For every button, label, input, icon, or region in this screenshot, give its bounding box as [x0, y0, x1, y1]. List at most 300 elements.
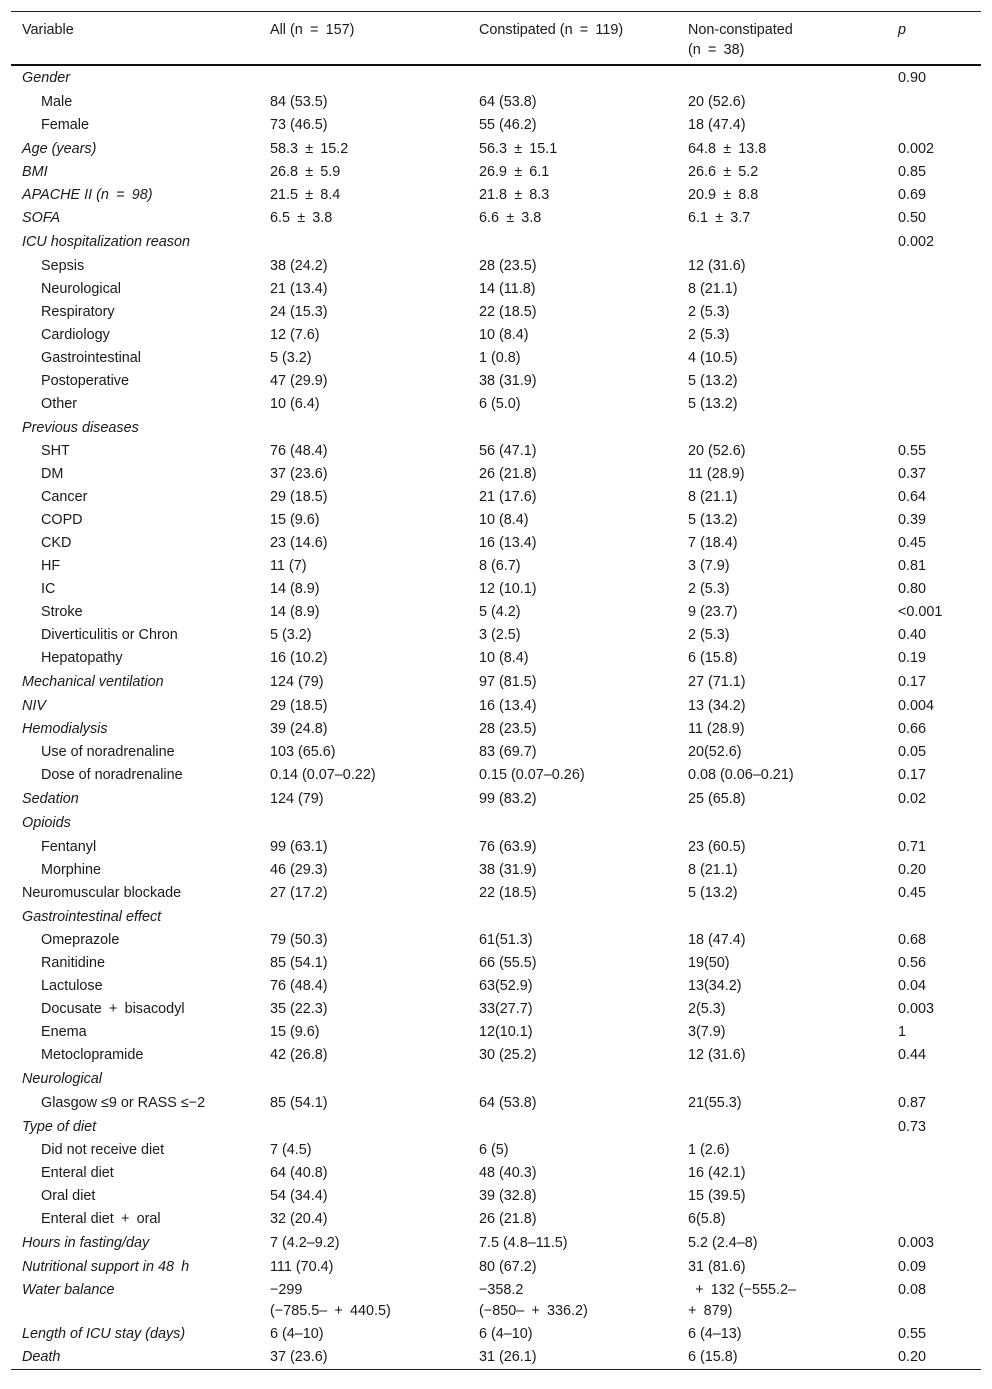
row-label: Metoclopramide	[41, 1047, 144, 1063]
table-row	[11, 207, 981, 230]
cell-p: 0.85	[898, 164, 927, 180]
row-label: Dose of noradrenaline	[41, 766, 183, 783]
cell-non-constipated: 25 (65.8)	[688, 790, 746, 807]
table-row	[11, 1092, 981, 1115]
cell-all: 16 (10.2)	[270, 650, 328, 666]
table-row	[11, 647, 981, 670]
cell-p: 0.81	[898, 558, 927, 574]
table-row	[11, 1208, 981, 1231]
cell-p: 0.64	[898, 489, 927, 505]
cell-non-constipated: 8 (21.1)	[688, 861, 738, 878]
cell-all: 29 (18.5)	[270, 489, 328, 505]
cell-p: 1	[898, 1024, 907, 1040]
table-bottom-rule	[11, 1369, 981, 1370]
table-row	[11, 695, 981, 718]
table-row	[11, 859, 981, 882]
cell-non-constipated: 23 (60.5)	[688, 838, 746, 855]
cell-non-constipated: 12 (31.6)	[688, 257, 746, 274]
cell-constipated: 30 (25.2)	[479, 1047, 537, 1063]
cell-all: 99 (63.1)	[270, 838, 328, 855]
cell-constipated: 76 (63.9)	[479, 838, 537, 855]
cell-non-constipated: 3(7.9)	[688, 1024, 726, 1040]
cell-constipated: 14 (11.8)	[479, 280, 536, 297]
cell-non-constipated: 6.1 ± 3.7	[688, 210, 751, 226]
row-label: Hemodialysis	[22, 720, 108, 737]
cell-all: 124 (79)	[270, 790, 324, 807]
results-table	[11, 11, 981, 1370]
table-row	[11, 1185, 981, 1208]
table-row	[11, 114, 981, 137]
row-label: Postoperative	[41, 372, 129, 389]
row-label: APACHE II (n = 98)	[22, 187, 153, 203]
table-row	[11, 393, 981, 416]
cell-non-constipated: 4 (10.5)	[688, 349, 738, 366]
table-row	[11, 91, 981, 114]
cell-all: 14 (8.9)	[270, 581, 320, 597]
cell-all: −299 (−785.5– + 440.5)	[270, 1281, 391, 1319]
row-label: Morphine	[41, 861, 101, 878]
cell-constipated: 16 (13.4)	[479, 697, 537, 714]
row-label: SOFA	[22, 210, 61, 226]
table-row	[11, 670, 981, 695]
cell-constipated: 26 (21.8)	[479, 466, 537, 482]
cell-p: 0.003	[898, 1235, 935, 1251]
cell-non-constipated: 2(5.3)	[688, 1001, 726, 1017]
row-label: HF	[41, 558, 61, 574]
cell-all: 54 (34.4)	[270, 1188, 328, 1204]
row-label: CKD	[41, 535, 72, 551]
cell-non-constipated: 6 (4–13)	[688, 1325, 742, 1342]
cell-constipated: 0.15 (0.07–0.26)	[479, 766, 585, 783]
row-label: Cancer	[41, 489, 88, 505]
row-label: Opioids	[22, 815, 71, 831]
cell-p: 0.05	[898, 743, 927, 760]
cell-p: 0.09	[898, 1258, 927, 1275]
cell-non-constipated: 19(50)	[688, 955, 730, 971]
row-label: Previous diseases	[22, 419, 139, 436]
cell-constipated: 80 (67.2)	[479, 1258, 537, 1275]
cell-non-constipated: 5 (13.2)	[688, 372, 738, 389]
cell-p: 0.40	[898, 627, 927, 643]
table-row	[11, 929, 981, 952]
cell-constipated: 6 (5)	[479, 1142, 509, 1158]
cell-all: 47 (29.9)	[270, 372, 328, 389]
cell-p: 0.37	[898, 466, 927, 482]
cell-non-constipated: 31 (81.6)	[688, 1258, 746, 1275]
cell-non-constipated: 6(5.8)	[688, 1211, 726, 1227]
cell-p: 0.003	[898, 1001, 935, 1017]
cell-p: 0.08	[898, 1281, 927, 1298]
table-row	[11, 324, 981, 347]
cell-all: 42 (26.8)	[270, 1047, 328, 1063]
row-label: Enteral diet	[41, 1165, 114, 1181]
row-label: Oral diet	[41, 1188, 96, 1204]
cell-p: 0.55	[898, 1325, 927, 1342]
table-row	[11, 555, 981, 578]
row-label: Female	[41, 116, 89, 133]
table-row	[11, 509, 981, 532]
cell-p: 0.04	[898, 978, 927, 994]
cell-non-constipated: 2 (5.3)	[688, 326, 730, 343]
cell-all: 6.5 ± 3.8	[270, 210, 333, 226]
cell-all: 6 (4–10)	[270, 1325, 324, 1342]
row-label: Mechanical ventilation	[22, 674, 164, 690]
table-row	[11, 486, 981, 509]
cell-non-constipated: 18 (47.4)	[688, 932, 746, 948]
cell-constipated: 6.6 ± 3.8	[479, 210, 542, 226]
table-row	[11, 718, 981, 741]
table-row	[11, 1279, 981, 1323]
cell-non-constipated: 20.9 ± 8.8	[688, 187, 759, 203]
row-label: Lactulose	[41, 978, 103, 994]
cell-non-constipated: 20(52.6)	[688, 743, 742, 760]
table-row	[11, 184, 981, 207]
cell-constipated: 22 (18.5)	[479, 303, 537, 320]
cell-non-constipated: 26.6 ± 5.2	[688, 164, 759, 180]
cell-all: 5 (3.2)	[270, 349, 312, 366]
cell-all: 7 (4.2–9.2)	[270, 1235, 340, 1251]
cell-all: 27 (17.2)	[270, 884, 328, 901]
table-row	[11, 1256, 981, 1279]
cell-constipated: 66 (55.5)	[479, 955, 537, 971]
cell-p: 0.39	[898, 512, 927, 528]
cell-constipated: 55 (46.2)	[479, 116, 537, 133]
cell-non-constipated: 9 (23.7)	[688, 604, 738, 620]
row-label: Gastrointestinal	[41, 349, 141, 366]
table-row	[11, 1346, 981, 1369]
cell-p: 0.45	[898, 884, 927, 901]
cell-non-constipated: 13 (34.2)	[688, 697, 746, 714]
table-body	[11, 66, 981, 1369]
row-label: Male	[41, 93, 73, 110]
cell-constipated: 10 (8.4)	[479, 512, 529, 528]
table-row	[11, 905, 981, 930]
cell-non-constipated: 7 (18.4)	[688, 535, 738, 551]
table-header	[11, 12, 981, 64]
cell-all: 12 (7.6)	[270, 326, 320, 343]
cell-all: 21.5 ± 8.4	[270, 187, 341, 203]
cell-all: 37 (23.6)	[270, 466, 328, 482]
table-row	[11, 1231, 981, 1256]
table-row	[11, 370, 981, 393]
cell-non-constipated: 2 (5.3)	[688, 303, 730, 320]
table-row	[11, 975, 981, 998]
cell-p: 0.45	[898, 535, 927, 551]
cell-constipated: 21 (17.6)	[479, 489, 537, 505]
table-row	[11, 741, 981, 764]
cell-constipated: 97 (81.5)	[479, 674, 537, 690]
cell-all: 37 (23.6)	[270, 1348, 328, 1365]
cell-non-constipated: 5 (13.2)	[688, 395, 738, 412]
row-label: Length of ICU stay (days)	[22, 1325, 186, 1342]
row-label: Type of diet	[22, 1118, 97, 1135]
cell-p: 0.80	[898, 581, 927, 597]
cell-constipated: 1 (0.8)	[479, 349, 521, 366]
row-label: Docusate + bisacodyl	[41, 1001, 185, 1017]
cell-p: <0.001	[898, 604, 943, 620]
cell-constipated: 28 (23.5)	[479, 257, 537, 274]
cell-constipated: 38 (31.9)	[479, 372, 537, 389]
cell-non-constipated: + 132 (−555.2– + 879)	[688, 1281, 797, 1319]
cell-all: 35 (22.3)	[270, 1001, 328, 1017]
cell-p: 0.20	[898, 861, 927, 878]
row-label: BMI	[22, 164, 48, 180]
table-row	[11, 601, 981, 624]
cell-all: 26.8 ± 5.9	[270, 164, 341, 180]
cell-p: 0.69	[898, 187, 927, 203]
row-label: IC	[41, 581, 56, 597]
cell-all: 7 (4.5)	[270, 1142, 312, 1158]
row-label: Water balance	[22, 1281, 115, 1298]
table-row	[11, 764, 981, 787]
cell-constipated: 48 (40.3)	[479, 1165, 537, 1181]
row-label: DM	[41, 466, 64, 482]
row-label: Fentanyl	[41, 838, 97, 855]
cell-all: 76 (48.4)	[270, 443, 328, 459]
cell-p: 0.71	[898, 838, 927, 855]
table-row	[11, 66, 981, 91]
row-label: Neurological	[41, 280, 121, 297]
cell-all: 46 (29.3)	[270, 861, 328, 878]
cell-p: 0.17	[898, 674, 927, 690]
cell-all: 79 (50.3)	[270, 932, 328, 948]
cell-all: 23 (14.6)	[270, 535, 328, 551]
table-row	[11, 836, 981, 859]
cell-all: 124 (79)	[270, 674, 324, 690]
cell-all: 84 (53.5)	[270, 93, 328, 110]
table-row	[11, 578, 981, 601]
header-p: p	[898, 22, 907, 38]
cell-all: 29 (18.5)	[270, 697, 328, 714]
cell-non-constipated: 8 (21.1)	[688, 280, 738, 297]
cell-p: 0.44	[898, 1047, 927, 1063]
row-label: Gender	[22, 70, 70, 86]
cell-all: 10 (6.4)	[270, 395, 320, 412]
row-label: Omeprazole	[41, 932, 120, 948]
cell-all: 64 (40.8)	[270, 1165, 328, 1181]
table-row	[11, 255, 981, 278]
cell-non-constipated: 5.2 (2.4–8)	[688, 1235, 758, 1251]
cell-constipated: 10 (8.4)	[479, 326, 529, 343]
row-label: Neurological	[22, 1071, 102, 1087]
cell-p: 0.004	[898, 697, 935, 714]
row-label: Hours in fasting/day	[22, 1235, 150, 1251]
cell-p: 0.02	[898, 790, 927, 807]
cell-constipated: 64 (53.8)	[479, 93, 537, 110]
row-label: Enema	[41, 1024, 87, 1040]
table-row	[11, 161, 981, 184]
table-row	[11, 347, 981, 370]
table-row	[11, 278, 981, 301]
cell-constipated: 31 (26.1)	[479, 1348, 537, 1365]
row-label: ICU hospitalization reason	[22, 234, 190, 250]
cell-constipated: 56 (47.1)	[479, 443, 537, 459]
cell-constipated: 10 (8.4)	[479, 650, 529, 666]
cell-p: 0.73	[898, 1118, 927, 1135]
cell-all: 39 (24.8)	[270, 720, 328, 737]
cell-non-constipated: 6 (15.8)	[688, 650, 738, 666]
table-row	[11, 882, 981, 905]
cell-constipated: −358.2 (−850– + 336.2)	[479, 1281, 588, 1319]
header-constipated: Constipated (n = 119)	[479, 22, 624, 38]
row-label: Nutritional support in 48 h	[22, 1258, 190, 1275]
cell-all: 111 (70.4)	[270, 1258, 334, 1275]
row-label: Ranitidine	[41, 955, 105, 971]
cell-all: 103 (65.6)	[270, 743, 336, 760]
table-row	[11, 1139, 981, 1162]
table-row	[11, 1323, 981, 1346]
cell-p: 0.20	[898, 1348, 927, 1365]
cell-constipated: 26.9 ± 6.1	[479, 164, 550, 180]
cell-constipated: 3 (2.5)	[479, 627, 521, 643]
row-label: SHT	[41, 443, 70, 459]
table-row	[11, 1021, 981, 1044]
cell-all: 11 (7)	[270, 558, 307, 574]
cell-all: 58.3 ± 15.2	[270, 140, 349, 157]
cell-p: 0.56	[898, 955, 927, 971]
cell-p: 0.68	[898, 932, 927, 948]
cell-all: 15 (9.6)	[270, 1024, 320, 1040]
row-label: COPD	[41, 512, 83, 528]
row-label: Sedation	[22, 790, 79, 807]
row-label: Neuromuscular blockade	[22, 884, 182, 901]
cell-all: 85 (54.1)	[270, 1094, 328, 1111]
header-variable: Variable	[22, 22, 74, 38]
cell-p: 0.002	[898, 140, 935, 157]
cell-non-constipated: 5 (13.2)	[688, 512, 738, 528]
cell-non-constipated: 20 (52.6)	[688, 443, 746, 459]
cell-non-constipated: 16 (42.1)	[688, 1165, 746, 1181]
header-non-constipated: Non-constipated (n = 38)	[688, 22, 793, 58]
table-row	[11, 440, 981, 463]
table-row	[11, 1162, 981, 1185]
row-label: Did not receive diet	[41, 1142, 165, 1158]
row-label: Hepatopathy	[41, 650, 123, 666]
cell-p: 0.87	[898, 1094, 927, 1111]
header-all: All (n = 157)	[270, 22, 355, 38]
cell-constipated: 64 (53.8)	[479, 1094, 537, 1111]
cell-constipated: 12 (10.1)	[479, 581, 537, 597]
cell-non-constipated: 20 (52.6)	[688, 93, 746, 110]
cell-non-constipated: 64.8 ± 13.8	[688, 140, 767, 157]
row-label: Use of noradrenaline	[41, 743, 175, 760]
row-label: Stroke	[41, 604, 83, 620]
table-row	[11, 998, 981, 1021]
table-row	[11, 811, 981, 836]
cell-non-constipated: 18 (47.4)	[688, 116, 746, 133]
cell-non-constipated: 11 (28.9)	[688, 720, 745, 737]
table-row	[11, 301, 981, 324]
cell-all: 15 (9.6)	[270, 512, 320, 528]
cell-all: 5 (3.2)	[270, 627, 312, 643]
row-label: Gastrointestinal effect	[22, 908, 162, 925]
table-row	[11, 1044, 981, 1067]
table-row	[11, 1115, 981, 1140]
cell-constipated: 38 (31.9)	[479, 861, 537, 878]
row-label: Death	[22, 1348, 61, 1365]
table-row	[11, 532, 981, 555]
cell-non-constipated: 12 (31.6)	[688, 1047, 746, 1063]
table-row	[11, 230, 981, 255]
row-label: Glasgow ≤9 or RASS ≤−2	[41, 1094, 206, 1111]
cell-p: 0.55	[898, 443, 927, 459]
cell-constipated: 56.3 ± 15.1	[479, 140, 558, 157]
cell-all: 38 (24.2)	[270, 257, 328, 274]
cell-all: 14 (8.9)	[270, 604, 320, 620]
cell-non-constipated: 0.08 (0.06–0.21)	[688, 766, 794, 783]
cell-non-constipated: 5 (13.2)	[688, 884, 738, 901]
cell-constipated: 21.8 ± 8.3	[479, 187, 550, 203]
row-label: Respiratory	[41, 303, 115, 320]
cell-all: 32 (20.4)	[270, 1211, 328, 1227]
cell-constipated: 61(51.3)	[479, 932, 533, 948]
cell-all: 85 (54.1)	[270, 955, 328, 971]
cell-non-constipated: 11 (28.9)	[688, 466, 745, 482]
table-row	[11, 1067, 981, 1092]
cell-constipated: 26 (21.8)	[479, 1211, 537, 1227]
cell-all: 0.14 (0.07–0.22)	[270, 766, 376, 783]
cell-non-constipated: 13(34.2)	[688, 978, 742, 994]
cell-constipated: 83 (69.7)	[479, 743, 537, 760]
table-row	[11, 416, 981, 441]
row-label: Age (years)	[22, 140, 97, 157]
cell-all: 73 (46.5)	[270, 116, 328, 133]
cell-non-constipated: 2 (5.3)	[688, 581, 730, 597]
table-row	[11, 137, 981, 162]
cell-constipated: 33(27.7)	[479, 1001, 533, 1017]
row-label: Sepsis	[41, 257, 85, 274]
cell-constipated: 6 (4–10)	[479, 1325, 533, 1342]
cell-non-constipated: 1 (2.6)	[688, 1142, 730, 1158]
cell-all: 76 (48.4)	[270, 978, 328, 994]
table-row	[11, 624, 981, 647]
cell-constipated: 39 (32.8)	[479, 1188, 537, 1204]
cell-constipated: 5 (4.2)	[479, 604, 521, 620]
cell-non-constipated: 27 (71.1)	[688, 674, 746, 690]
row-label: Other	[41, 395, 77, 412]
cell-constipated: 99 (83.2)	[479, 790, 537, 807]
cell-all: 21 (13.4)	[270, 280, 328, 297]
cell-p: 0.50	[898, 210, 927, 226]
cell-p: 0.19	[898, 650, 927, 666]
cell-constipated: 8 (6.7)	[479, 558, 521, 574]
row-label: NIV	[22, 697, 46, 714]
table-row	[11, 463, 981, 486]
cell-constipated: 7.5 (4.8–11.5)	[479, 1235, 568, 1251]
cell-non-constipated: 8 (21.1)	[688, 489, 738, 505]
cell-p: 0.66	[898, 720, 927, 737]
cell-non-constipated: 2 (5.3)	[688, 627, 730, 643]
cell-constipated: 12(10.1)	[479, 1024, 533, 1040]
row-label: Diverticulitis or Chron	[41, 627, 178, 643]
cell-constipated: 22 (18.5)	[479, 884, 537, 901]
row-label: Enteral diet + oral	[41, 1211, 161, 1227]
cell-p: 0.90	[898, 70, 927, 86]
cell-non-constipated: 15 (39.5)	[688, 1188, 746, 1204]
cell-non-constipated: 3 (7.9)	[688, 558, 730, 574]
cell-constipated: 63(52.9)	[479, 978, 533, 994]
cell-constipated: 28 (23.5)	[479, 720, 537, 737]
cell-constipated: 16 (13.4)	[479, 535, 537, 551]
cell-non-constipated: 6 (15.8)	[688, 1348, 738, 1365]
row-label: Cardiology	[41, 326, 110, 343]
cell-non-constipated: 21(55.3)	[688, 1094, 742, 1111]
cell-all: 24 (15.3)	[270, 303, 328, 320]
cell-p: 0.002	[898, 234, 935, 250]
cell-p: 0.17	[898, 766, 927, 783]
cell-constipated: 6 (5.0)	[479, 395, 521, 412]
table-row	[11, 952, 981, 975]
